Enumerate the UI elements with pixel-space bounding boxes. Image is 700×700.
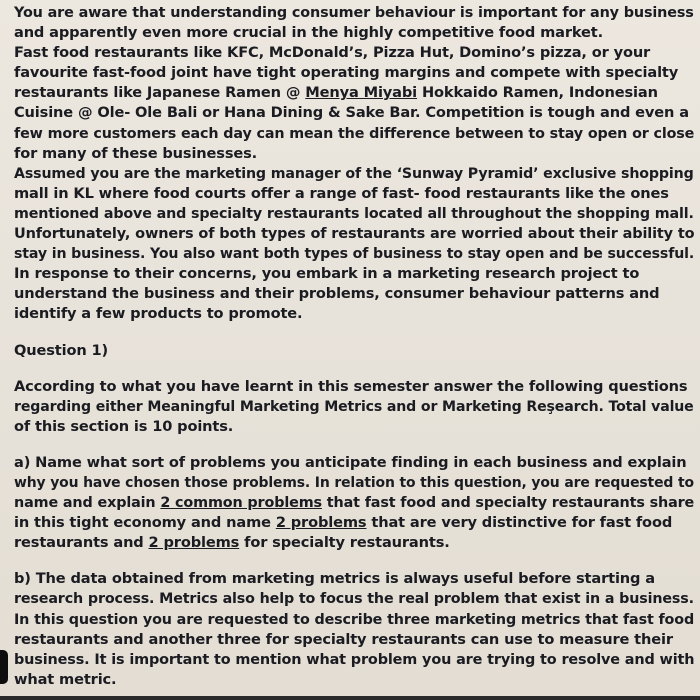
intro-line: In response to their concerns, you embark in a marketing research project to <box>14 265 640 283</box>
part-a-text: in this tight economy and name <box>14 514 276 532</box>
intro-line <box>14 83 694 103</box>
part-b-line: research process. Metrics also help to focus the real problem that exist in a business. <box>14 590 694 608</box>
intro-line: for many of these businesses. <box>14 144 258 162</box>
part-a-line <box>14 513 694 533</box>
intro-text: restaurants like Japanese Ramen @ <box>14 84 306 102</box>
part-a-text: that fast food and specialty restaurants share <box>321 494 695 512</box>
page-edge-shadow <box>0 650 8 684</box>
spacer <box>14 553 694 569</box>
intro-line: favourite fast-food joint have tight operating margins and compete with specialty <box>14 64 679 82</box>
intro-line: Assumed you are the marketing manager of the ‘Sunway Pyramid’ exclusive shopping <box>14 164 694 182</box>
part-a-text: name and explain <box>14 494 161 512</box>
part-a-text: for specialty restaurants. <box>239 534 450 552</box>
underlined-phrase: 2 problems <box>148 534 240 552</box>
intro-line: identify a few products to promote. <box>14 305 303 323</box>
intro-line: Cuisine @ Ole- Ole Bali or Hana Dining & Sake Bar. Competition is tough and even a <box>14 104 689 122</box>
part-b-line: In this question you are requested to describe three marketing metrics that fast food <box>14 610 695 628</box>
part-b-line: what metric. <box>14 670 117 688</box>
intro-line: You are aware that understanding consumer behaviour is important for any business <box>14 4 694 21</box>
intro-line: mall in KL where food courts offer a range of fast- food restaurants like the ones <box>14 184 669 202</box>
underlined-phrase: 2 problems <box>275 514 367 532</box>
instructions-line: regarding either Meaningful Marketing Metrics and or Marketing Reşearch. Total value <box>14 397 694 415</box>
part-b-line: restaurants and another three for specialty restaurants can use to measure their <box>14 630 673 648</box>
document-text <box>14 3 694 690</box>
intro-line: understand the business and their problems, consumer behaviour patterns and <box>14 285 660 303</box>
part-a-text: restaurants and <box>14 534 149 552</box>
instructions-line: According to what you have learnt in this semester answer the following questions <box>14 377 688 395</box>
spacer <box>14 325 694 341</box>
intro-text: Hokkaido Ramen, Indonesian <box>417 84 658 102</box>
part-a-line <box>14 493 695 513</box>
bottom-edge <box>0 696 700 700</box>
spacer <box>14 361 694 377</box>
intro-line: few more customers each day can mean the difference between to stay open or close <box>14 124 695 142</box>
question-heading: Question 1) <box>14 341 109 359</box>
underlined-phrase: 2 common problems <box>160 494 322 512</box>
part-b-line: business. It is important to mention what problem you are trying to resolve and with <box>14 650 695 668</box>
intro-line: mentioned above and specialty restaurants located all throughout the shopping mall. <box>14 204 694 222</box>
part-a-line: a) Name what sort of problems you anticipate finding in each business and explain <box>14 453 687 471</box>
part-a-line: why you have chosen those problems. In relation to this question, you are requested to <box>14 473 694 491</box>
intro-line: and apparently even more crucial in the highly competitive food market. <box>14 24 603 42</box>
instructions-line: of this section is 10 points. <box>14 417 234 435</box>
part-a-text: that are very distinctive for fast food <box>366 514 673 532</box>
part-a-line <box>14 533 694 553</box>
spacer <box>14 437 694 453</box>
intro-line: Unfortunately, owners of both types of restaurants are worried about their ability to <box>14 225 695 243</box>
restaurant-link[interactable]: Menya Miyabi <box>305 84 418 102</box>
intro-line: stay in business. You also want both types of business to stay open and be successful. <box>14 245 695 263</box>
intro-line: Fast food restaurants like KFC, McDonald’s, Pizza Hut, Domino’s pizza, or your <box>14 44 651 62</box>
part-b-line: b) The data obtained from marketing metrics is always useful before starting a <box>14 570 655 588</box>
